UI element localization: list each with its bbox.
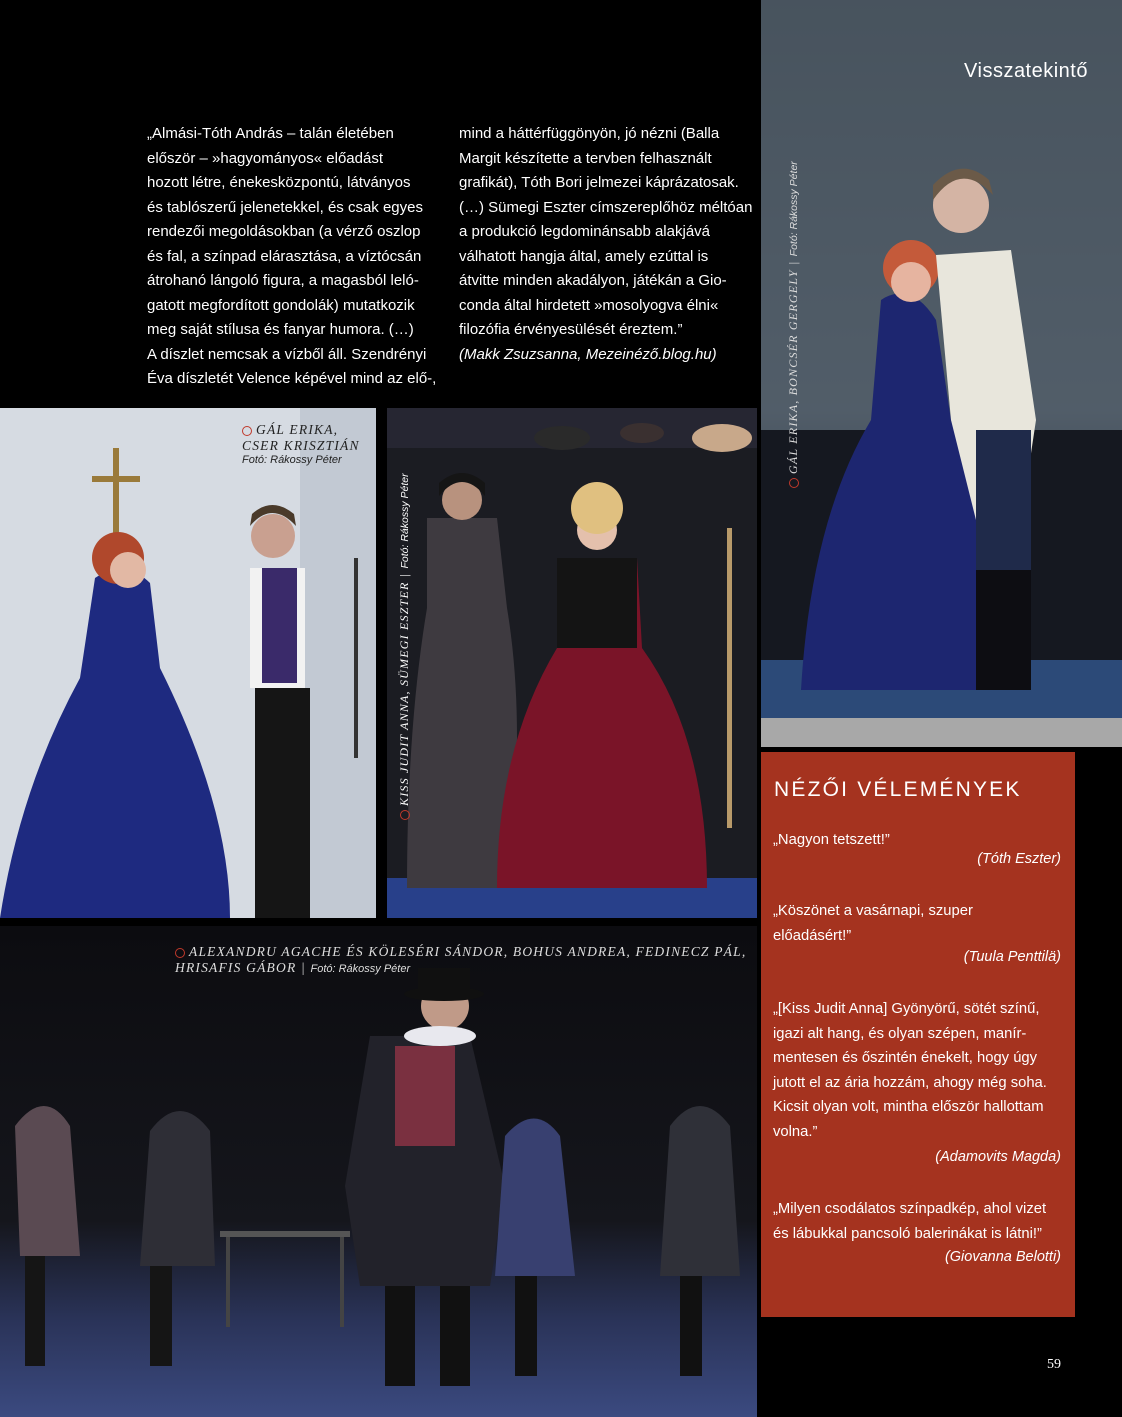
opinion-author: (Adamovits Magda) [935, 1149, 1061, 1165]
caption-dot-icon [242, 426, 252, 436]
review-column-1: „Almási-Tóth András – talán életében először – »hagyományos« előadást hozott létre, énekesközpontú, látványos és tablószerű jelenetekkel, és csak egyes rendezői megoldásokban (a vérző oszlop és fal, a színpad elárasztása, a víztócsán átrohanó lángoló figura, a magasból leló- gatott megfordított gondolák) mutatkozik meg saját stílusa és fanyar humora. (…) A díszlet nemcsak a vízből áll. Szendrényi Éva díszletét Velence képével mind az elő-, [147, 125, 437, 387]
viewer-opinions-box [761, 752, 1075, 1317]
photo-kiss-judit-anna-sumegi-eszter [387, 408, 757, 918]
photo2-caption: KISS JUDIT ANNA, SÜMEGI ESZTER | Fotó: Rákossy Péter [397, 473, 412, 820]
section-label: Visszatekintő [964, 60, 1088, 82]
opinion-author: (Tóth Eszter) [977, 851, 1061, 867]
opinion-quote: „Nagyon tetszett!” [773, 832, 890, 848]
review-source: (Makk Zsuzsanna, Mezeinéző.blog.hu) [459, 345, 717, 363]
caption-dot-icon [175, 948, 185, 958]
photo-alexandru-agache-and-cast [0, 926, 757, 1417]
page-number: 59 [1047, 1357, 1061, 1372]
opinion-quote: „Köszönet a vasárnapi, szuper előadásért!” [773, 903, 973, 944]
review-column-2: mind a háttérfüggönyön, jó nézni (Balla Margit készítette a tervben felhasznált grafikát), Tóth Bori jelmezei káprázatosak. (…) Sümegi Eszter címszereplőhöz méltóan a produkció legdominánsabb alakjává válhatott hangja által, amely ezúttal is átvitte minden akadályon, játékán a Gio- conda által hirdetett »mosolyogva élni« filozófia érvényesülését éreztem.” (Makk Zsuzsanna, Mezeinéző.blog.hu) [459, 122, 752, 367]
opinion-quote: „Milyen csodálatos színpadkép, ahol vizet és lábukkal pancsoló balerinákat is látni!” [773, 1201, 1047, 1242]
opinion-quote: „[Kiss Judit Anna] Gyönyörű, sötét színű, igazi alt hang, és olyan szépen, manír- mentesen és őszintén énekelt, hogy úgy jutott el az ária hozzám, ahogy még soha. Kicsit olyan volt, mintha először hallottam volna.” [773, 1001, 1047, 1140]
photo-gal-erika-cser-krisztian [0, 408, 376, 918]
caption-dot-icon [400, 810, 410, 820]
opinion-author: (Tuula Penttilä) [963, 949, 1061, 965]
photo-gal-erika-boncser-gergely [761, 0, 1122, 747]
photo3-caption: GÁL ERIKA, BONCSÉR GERGELY | Fotó: Rákossy Péter [786, 161, 801, 488]
opinions-title: NÉZŐI VÉLEMÉNYEK [774, 778, 1022, 801]
photo1-caption: GÁL ERIKA, CSER KRISZTIÁN Fotó: Rákossy Péter [242, 422, 360, 466]
photo4-caption: ALEXANDRU AGACHE ÉS KÖLESÉRI SÁNDOR, BOHUS ANDREA, FEDINECZ PÁL, HRISAFIS GÁBOR | Fotó: Rákossy Péter [175, 944, 747, 975]
caption-dot-icon [789, 478, 799, 488]
opinion-author: (Giovanna Belotti) [944, 1249, 1061, 1265]
